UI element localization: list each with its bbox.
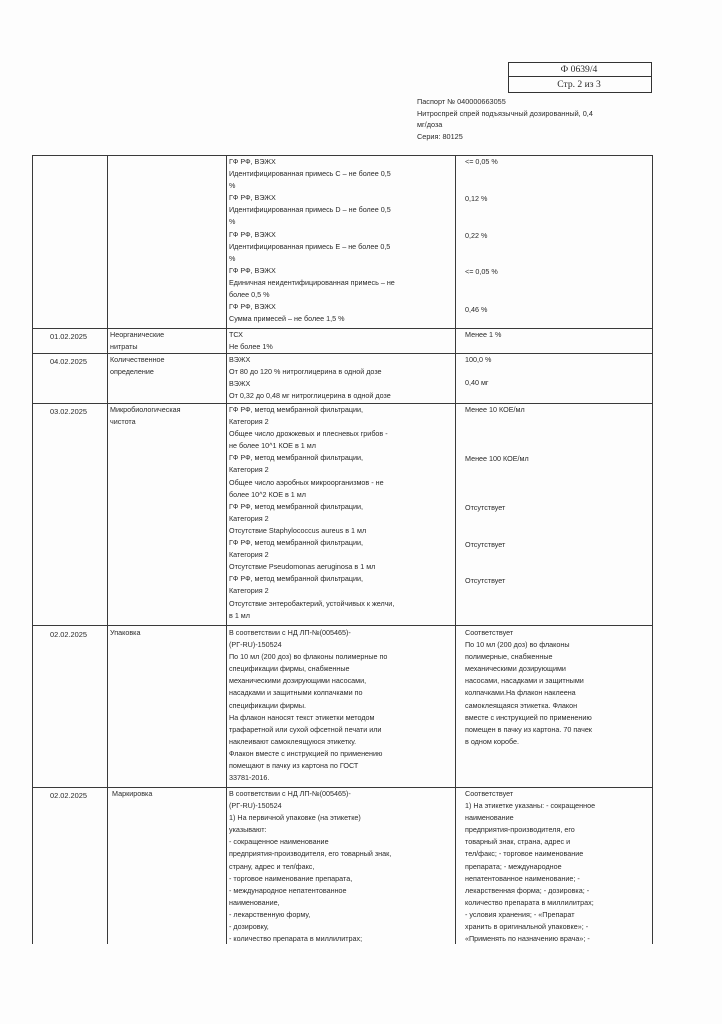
method-line: Сумма примесей – не более 1,5 % (229, 314, 345, 324)
result-value: Менее 100 КОЕ/мл (465, 454, 529, 463)
method-line: ГФ РФ, ВЭЖХ (229, 302, 276, 312)
result-line: препарата; - международное (465, 861, 562, 871)
result-line: колпачками.На флакон наклеена (465, 688, 576, 698)
method-line: (РГ-RU)-150524 (229, 801, 282, 811)
method-line: ГФ РФ, метод мембранной фильтрации, (229, 574, 364, 584)
method-line: наклеивают самоклеящуюся этикетку. (229, 736, 357, 746)
result-line: насосами, насадками и защитными (465, 676, 584, 686)
result-value: <= 0,05 % (465, 157, 498, 166)
method-line: ГФ РФ, ВЭЖХ (229, 157, 276, 166)
method-line: 1) На первичной упаковке (на этикетке) (229, 813, 361, 823)
row-date: 04.02.2025 (50, 357, 87, 366)
result-line: самоклеящаяся этикетка. Флакон (465, 700, 578, 710)
test-name-line: Микробиологическая (110, 405, 181, 414)
method-line: От 80 до 120 % нитроглицерина в одной дозе (229, 367, 382, 377)
result-value: Отсутствует (465, 503, 506, 512)
result-line: предприятия-производителя, его (465, 825, 575, 835)
test-name-line: Упаковка (110, 628, 141, 637)
method-line: - лекарственную форму, (229, 909, 311, 919)
method-line: механическими дозирующими насосами, (229, 676, 367, 686)
method-line: в 1 мл (229, 610, 250, 620)
test-name-line: Неорганические (110, 330, 165, 339)
table-row (229, 156, 453, 325)
method-line: более 0,5 % (229, 290, 270, 300)
result-line: наименование (465, 813, 514, 823)
row-date: 02.02.2025 (50, 791, 87, 800)
result-value: Менее 10 КОЕ/мл (465, 405, 525, 414)
test-name-line: нитраты (110, 342, 138, 352)
result-line: в одном коробе. (465, 736, 520, 746)
row-test-name (110, 404, 224, 428)
result-line: Соответствует (465, 789, 514, 798)
method-line: ТСХ (229, 330, 243, 339)
test-name-line: определение (110, 367, 154, 377)
method-line: ГФ РФ, ВЭЖХ (229, 265, 276, 275)
result-line: «Применять по назначению врача»; - (465, 934, 590, 944)
method-line: Флакон вместе с инструкцией по применению (229, 748, 383, 758)
row-method (229, 627, 453, 784)
row-test-name (110, 627, 224, 639)
method-line: не более 10^1 КОЕ в 1 мл (229, 441, 316, 451)
result-value: 100,0 % (465, 355, 492, 364)
method-line: указывают: (229, 825, 267, 835)
method-line: Идентифицированная примесь С – не более 0,5 (229, 169, 391, 179)
method-line: 33781-2016. (229, 773, 270, 783)
row-date: 01.02.2025 (50, 332, 87, 341)
method-line: предприятия-производителя, его товарный знак, (229, 849, 392, 859)
method-line: ГФ РФ, ВЭЖХ (229, 229, 276, 239)
result-line: помещен в пачку из картона. 70 пачек (465, 724, 592, 734)
method-line: Отсутствие Staphylococcus aureus в 1 мл (229, 525, 367, 535)
method-line: - международное непатентованное (229, 885, 347, 895)
result-value: Отсутствует (465, 540, 506, 549)
result-value: 0,40 мг (465, 378, 489, 387)
method-line: Отсутствие энтеробактерий, устойчивых к желчи, (229, 598, 395, 608)
row-test-name (110, 329, 224, 353)
result-line: По 10 мл (200 доз) во флаконы (465, 640, 570, 650)
result-line: Соответствует (465, 628, 514, 637)
result-line: 1) На этикетке указаны: - сокращенное (465, 801, 596, 811)
method-line: насадками и защитными колпачками по (229, 688, 363, 698)
method-line: Общее число аэробных микроорганизмов - не (229, 477, 384, 487)
method-line: наименование, (229, 897, 280, 907)
method-line: Идентифицированная примесь D – не более 0,5 (229, 205, 391, 215)
result-line: тел/факс; - торговое наименование (465, 849, 584, 859)
result-line: непатентованное наименование; - (465, 873, 580, 883)
method-line: ГФ РФ, метод мембранной фильтрации, (229, 501, 364, 511)
result-line: хранить в оригинальной упаковке»; - (465, 922, 589, 932)
method-line: В соответствии с НД ЛП-№(005465)- (229, 789, 351, 798)
method-line: % (229, 253, 236, 263)
result-value: 0,46 % (465, 305, 488, 314)
product-name-line1: Нитроспрей спрей подъязычный дозированный, 0,4 (417, 108, 593, 118)
form-code: Ф 0639/4 (560, 64, 598, 75)
method-line: более 10^2 КОЕ в 1 мл (229, 489, 306, 499)
method-line: Категория 2 (229, 586, 269, 596)
method-line: спецификации фирмы. (229, 700, 307, 710)
method-line: Не более 1% (229, 342, 273, 352)
method-line: По 10 мл (200 доз) во флаконы полимерные по (229, 652, 388, 662)
series-number: Серия: 80125 (417, 131, 463, 141)
method-line: На флакон наносят текст этикетки методом (229, 712, 375, 722)
method-line: Категория 2 (229, 465, 269, 475)
result-line: товарный знак, страна, адрес и (465, 837, 571, 847)
row-method (229, 354, 453, 402)
page-number: Стр. 2 из 3 (557, 79, 601, 90)
method-line: % (229, 181, 236, 191)
result-line: вместе с инструкцией по применению (465, 712, 592, 722)
method-line: Общее число дрожжевых и плесневых грибов - (229, 429, 388, 439)
row-result (465, 627, 650, 748)
method-line: От 0,32 до 0,48 мг нитроглицерина в одной дозе (229, 391, 391, 401)
row-test-name (112, 788, 224, 800)
test-name-line: Маркировка (112, 789, 153, 798)
method-line: Единичная неидентифицированная примесь – не (229, 277, 395, 287)
test-name-line: чистота (110, 417, 136, 427)
product-name-line2: мг/доза (417, 120, 443, 130)
method-line: ВЭЖХ (229, 379, 251, 389)
row-date: 03.02.2025 (50, 407, 87, 416)
method-line: (РГ-RU)-150524 (229, 640, 282, 650)
method-line: ГФ РФ, метод мембранной фильтрации, (229, 453, 364, 463)
method-line: % (229, 217, 236, 227)
passport-number: Паспорт № 040000663055 (417, 97, 506, 106)
row-test-name (110, 354, 224, 378)
method-line: - сокращенное наименование (229, 837, 329, 847)
result-line: механическими дозирующими (465, 664, 566, 674)
result-value: 0,22 % (465, 231, 488, 240)
method-line: ГФ РФ, метод мембранной фильтрации, (229, 405, 364, 414)
method-line: - торговое наименование препарата, (229, 873, 353, 883)
result-line: полимерные, снабженные (465, 652, 553, 662)
result-value: Менее 1 % (465, 330, 502, 339)
result-value: 0,12 % (465, 194, 488, 203)
method-line: трафаретной или сухой офсетной печати или (229, 724, 382, 734)
method-line: Идентифицированная примесь Е – не более 0,5 (229, 241, 391, 251)
result-line: количество препарата в миллилитрах; (465, 897, 594, 907)
result-line: лекарственная форма; - дозировка; - (465, 885, 590, 895)
test-name-line: Количественное (110, 355, 165, 364)
row-method (229, 404, 453, 622)
method-line: Категория 2 (229, 513, 269, 523)
row-result (465, 788, 650, 945)
result-value: Отсутствует (465, 576, 506, 585)
row-method (229, 329, 453, 353)
method-line: страну, адрес и тел/факс, (229, 861, 315, 871)
row-date: 02.02.2025 (50, 630, 87, 639)
method-line: В соответствии с НД ЛП-№(005465)- (229, 628, 351, 637)
row-method (229, 788, 453, 945)
result-value: <= 0,05 % (465, 267, 498, 276)
method-line: ВЭЖХ (229, 355, 251, 364)
method-line: Категория 2 (229, 550, 269, 560)
method-line: Отсутствие Pseudomonas aeruginosa в 1 мл (229, 562, 376, 572)
method-line: - дозировку, (229, 922, 269, 932)
method-line: Категория 2 (229, 417, 269, 427)
method-line: помещают в пачку из картона по ГОСТ (229, 761, 359, 771)
method-line: ГФ РФ, ВЭЖХ (229, 193, 276, 203)
result-line: - условия хранения; - «Препарат (465, 909, 575, 919)
method-line: ГФ РФ, метод мембранной фильтрации, (229, 538, 364, 548)
method-line: спецификации фирмы, снабженные (229, 664, 350, 674)
method-line: - количество препарата в миллилитрах; (229, 934, 363, 944)
